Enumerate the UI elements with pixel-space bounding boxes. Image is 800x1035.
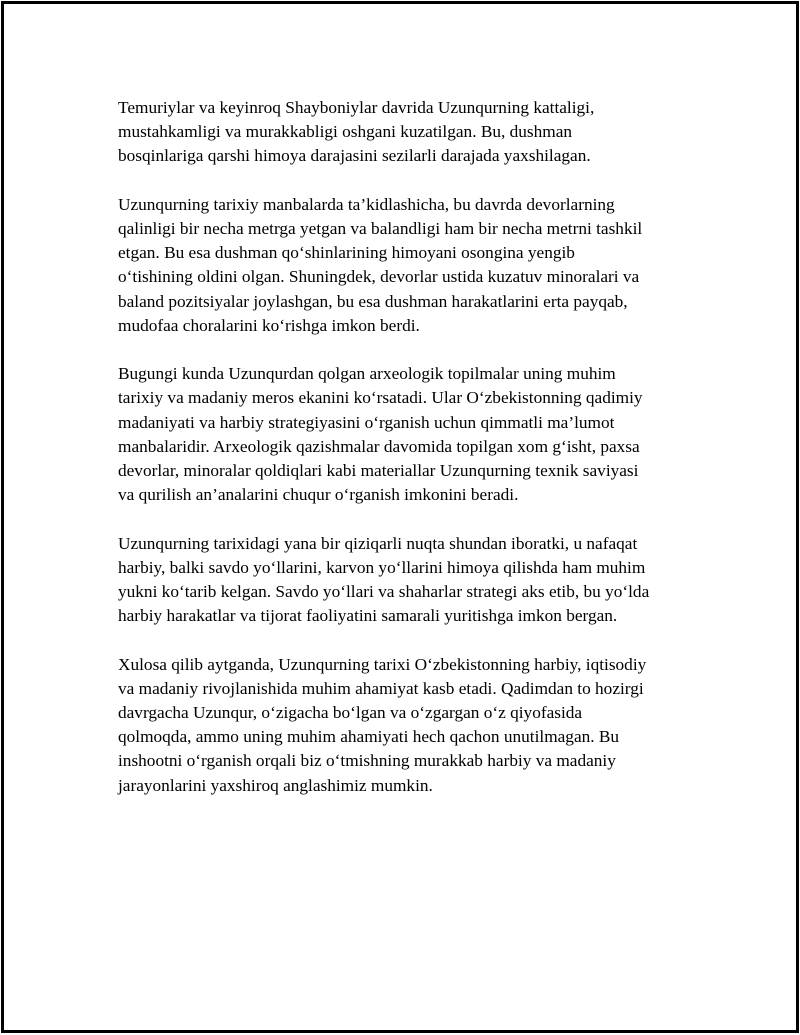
text-line: baland pozitsiyalar joylashgan, bu esa dushman harakatlarini erta payqab,: [118, 291, 628, 311]
paragraph-5: [118, 653, 708, 798]
text-line: harbiy, balki savdo yo‘llarini, karvon yo‘llarini himoya qilishda ham muhim: [118, 557, 646, 577]
paragraph-1: [118, 96, 708, 169]
text-line: Bugungi kunda Uzunqurdan qolgan arxeologik topilmalar uning muhim: [118, 364, 616, 384]
text-line: o‘tishining oldini olgan. Shuningdek, devorlar ustida kuzatuv minoralari va: [118, 267, 640, 287]
text-line: madaniyati va harbiy strategiyasini o‘rganish uchun qimmatli ma’lumot: [118, 412, 615, 432]
paragraph-4: [118, 532, 708, 629]
text-line: bosqinlariga qarshi himoya darajasini sezilarli darajada yaxshilagan.: [118, 146, 591, 166]
text-line: devorlar, minoralar qoldiqlari kabi materiallar Uzunqurning texnik saviyasi: [118, 461, 639, 481]
text-line: va madaniy rivojlanishida muhim ahamiyat kasb etadi. Qadimdan to hozirgi: [118, 678, 644, 698]
text-line: Uzunqurning tarixidagi yana bir qiziqarli nuqta shundan iboratki, u nafaqat: [118, 533, 638, 553]
text-line: davrgacha Uzunqur, o‘zigacha bo‘lgan va o‘zgargan o‘z qiyofasida: [118, 703, 583, 723]
text-line: tarixiy va madaniy meros ekanini ko‘rsatadi. Ular O‘zbekistonning qadimiy: [118, 388, 643, 408]
text-line: harbiy harakatlar va tijorat faoliyatini samarali yuritishga imkon bergan.: [118, 606, 618, 626]
text-line: Xulosa qilib aytganda, Uzunqurning tarixi O‘zbekistonning harbiy, iqtisodiy: [118, 654, 647, 674]
text-line: qolmoqda, ammo uning muhim ahamiyati hech qachon unutilmagan. Bu: [118, 727, 620, 747]
document-body: [118, 96, 708, 822]
text-line: qalinligi bir necha metrga yetgan va balandligi ham bir necha metrni tashkil: [118, 219, 643, 238]
text-line: yukni ko‘tarib kelgan. Savdo yo‘llari va shaharlar strategi aks etib, bu yo‘lda: [118, 582, 650, 602]
paragraph-3: [118, 362, 708, 507]
text-line: inshootni o‘rganish orqali biz o‘tmishning murakkab harbiy va madaniy: [118, 751, 616, 771]
text-line: Uzunqurning tarixiy manbalarda ta’kidlashicha, bu davrda devorlarning: [118, 194, 615, 214]
text-line: mustahkamligi va murakkabligi oshgani kuzatilgan. Bu, dushman: [118, 122, 573, 142]
text-line: va qurilish an’analarini chuqur o‘rganish imkonini beradi.: [118, 485, 519, 505]
text-line: etgan. Bu esa dushman qo‘shinlarining himoyani osongina yengib: [118, 243, 575, 263]
text-line: jarayonlarini yaxshiroq anglashimiz mumkin.: [118, 775, 433, 795]
paragraph-2: [118, 193, 708, 338]
page-frame: [1, 1, 799, 1033]
text-line: Temuriylar va keyinroq Shayboniylar davrida Uzunqurning kattaligi,: [118, 98, 595, 117]
text-line: manbalaridir. Arxeologik qazishmalar davomida topilgan xom g‘isht, paxsa: [118, 436, 640, 456]
text-line: mudofaa choralarini ko‘rishga imkon berdi.: [118, 315, 420, 335]
